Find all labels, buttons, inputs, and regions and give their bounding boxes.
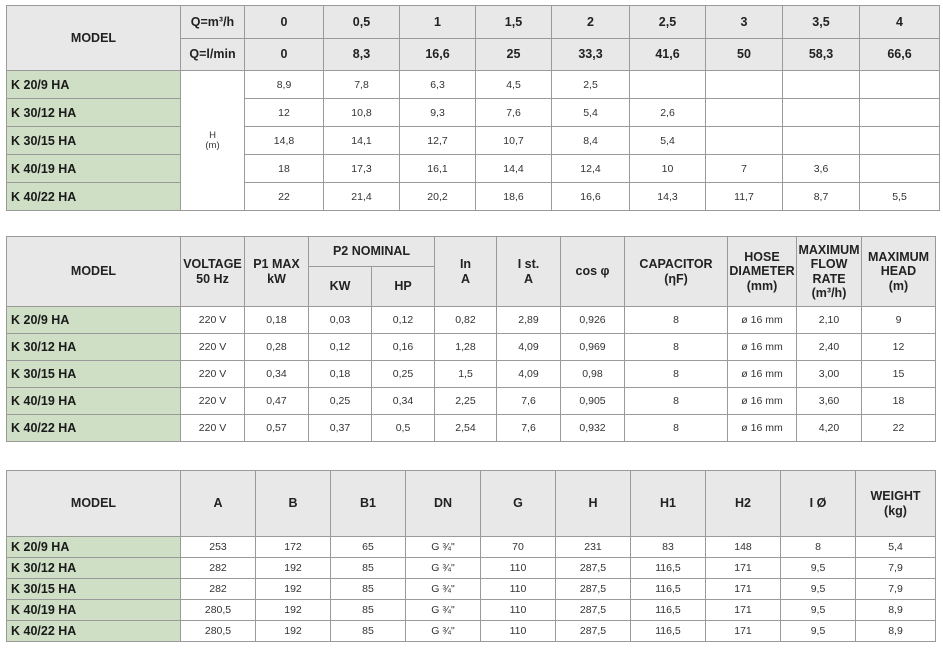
dim-a-header: A bbox=[181, 471, 256, 537]
model-cell: K 40/19 HA bbox=[7, 600, 181, 621]
spec-value-cell: ø 16 mm bbox=[728, 415, 797, 442]
spec-value-cell: ø 16 mm bbox=[728, 334, 797, 361]
spec-value-cell: 7,6 bbox=[497, 388, 561, 415]
head-value-cell: 11,7 bbox=[706, 183, 783, 211]
spec-value-cell: 4,09 bbox=[497, 361, 561, 388]
dimension-value-cell: 83 bbox=[631, 537, 706, 558]
capacitor-header: CAPACITOR (ηF) bbox=[625, 237, 728, 307]
head-value-cell: 8,9 bbox=[245, 71, 324, 99]
table-row bbox=[7, 579, 936, 600]
p2-nominal-header: P2 NOMINAL bbox=[309, 237, 435, 267]
head-value-cell: 14,1 bbox=[324, 127, 400, 155]
head-value-cell: 16,6 bbox=[552, 183, 630, 211]
model-cell: K 20/9 HA bbox=[7, 307, 181, 334]
dimension-value-cell: 9,5 bbox=[781, 621, 856, 642]
dimension-value-cell: 116,5 bbox=[631, 558, 706, 579]
spec-value-cell: 0,57 bbox=[245, 415, 309, 442]
model-cell: K 40/22 HA bbox=[7, 183, 181, 211]
head-value-cell: 10,8 bbox=[324, 99, 400, 127]
spec-value-cell: 0,18 bbox=[309, 361, 372, 388]
dim-h1-header: H1 bbox=[631, 471, 706, 537]
in-header: In A bbox=[435, 237, 497, 307]
dim-h2-header: H2 bbox=[706, 471, 781, 537]
spec-value-cell: 0,28 bbox=[245, 334, 309, 361]
spec-value-cell: 220 V bbox=[181, 334, 245, 361]
head-value-cell bbox=[706, 99, 783, 127]
head-value-cell: 10,7 bbox=[476, 127, 552, 155]
p1-max-header: P1 MAX kW bbox=[245, 237, 309, 307]
table-row bbox=[7, 307, 936, 334]
dimension-value-cell: 110 bbox=[481, 579, 556, 600]
head-value-cell: 7 bbox=[706, 155, 783, 183]
spec-value-cell: 2,40 bbox=[797, 334, 862, 361]
dimension-value-cell: 7,9 bbox=[856, 579, 936, 600]
spec-value-cell: 9 bbox=[862, 307, 936, 334]
max-flow-header: MAXIMUM FLOW RATE (m³/h) bbox=[797, 237, 862, 307]
head-value-cell: 5,5 bbox=[860, 183, 940, 211]
spec-value-cell: 2,54 bbox=[435, 415, 497, 442]
spec-value-cell: ø 16 mm bbox=[728, 361, 797, 388]
performance-table bbox=[6, 5, 940, 211]
spec-value-cell: 0,25 bbox=[309, 388, 372, 415]
head-value-cell bbox=[706, 127, 783, 155]
model-cell: K 30/12 HA bbox=[7, 334, 181, 361]
spec-value-cell: 0,37 bbox=[309, 415, 372, 442]
head-value-cell: 18,6 bbox=[476, 183, 552, 211]
dimension-value-cell: 171 bbox=[706, 621, 781, 642]
dimension-value-cell: G ¾" bbox=[406, 558, 481, 579]
dimension-value-cell: 287,5 bbox=[556, 621, 631, 642]
model-cell: K 30/12 HA bbox=[7, 99, 181, 127]
max-head-header: MAXIMUM HEAD (m) bbox=[862, 237, 936, 307]
table-row bbox=[7, 155, 940, 183]
model-cell: K 20/9 HA bbox=[7, 71, 181, 99]
head-unit-label bbox=[181, 71, 245, 211]
model-cell: K 30/12 HA bbox=[7, 558, 181, 579]
spec-value-cell: 0,03 bbox=[309, 307, 372, 334]
spec-value-cell: 15 bbox=[862, 361, 936, 388]
model-header: MODEL bbox=[7, 471, 181, 537]
head-value-cell bbox=[860, 71, 940, 99]
dim-h-header: H bbox=[556, 471, 631, 537]
model-cell: K 30/15 HA bbox=[7, 127, 181, 155]
spec-value-cell: 0,12 bbox=[309, 334, 372, 361]
head-value-cell: 3,6 bbox=[783, 155, 860, 183]
head-value-cell: 7,6 bbox=[476, 99, 552, 127]
dimension-value-cell: G ¾" bbox=[406, 579, 481, 600]
q-m3h-cell: 0,5 bbox=[324, 6, 400, 39]
head-value-cell: 16,1 bbox=[400, 155, 476, 183]
head-value-cell bbox=[860, 155, 940, 183]
dimension-value-cell: 192 bbox=[256, 558, 331, 579]
table-row bbox=[7, 621, 936, 642]
q-lmin-cell: 33,3 bbox=[552, 39, 630, 71]
head-value-cell bbox=[860, 127, 940, 155]
voltage-header: VOLTAGE 50 Hz bbox=[181, 237, 245, 307]
q-lmin-cell: 41,6 bbox=[630, 39, 706, 71]
q-m3h-cell: 1,5 bbox=[476, 6, 552, 39]
q-lmin-cell: 25 bbox=[476, 39, 552, 71]
dimension-value-cell: 8,9 bbox=[856, 600, 936, 621]
spec-value-cell: 18 bbox=[862, 388, 936, 415]
model-cell: K 40/19 HA bbox=[7, 155, 181, 183]
dimension-value-cell: 85 bbox=[331, 621, 406, 642]
dimension-value-cell: 231 bbox=[556, 537, 631, 558]
dimension-value-cell: 85 bbox=[331, 558, 406, 579]
spec-value-cell: 1,5 bbox=[435, 361, 497, 388]
spec-value-cell: 0,34 bbox=[372, 388, 435, 415]
q-m3h-cell: 1 bbox=[400, 6, 476, 39]
dimension-value-cell: 287,5 bbox=[556, 558, 631, 579]
spec-value-cell: 0,905 bbox=[561, 388, 625, 415]
spec-value-cell: 12 bbox=[862, 334, 936, 361]
dim-i-header: I Ø bbox=[781, 471, 856, 537]
dimension-value-cell: 7,9 bbox=[856, 558, 936, 579]
dimension-value-cell: 5,4 bbox=[856, 537, 936, 558]
head-value-cell: 12,7 bbox=[400, 127, 476, 155]
head-value-cell: 12,4 bbox=[552, 155, 630, 183]
head-value-cell: 14,3 bbox=[630, 183, 706, 211]
spec-value-cell: 0,18 bbox=[245, 307, 309, 334]
dimension-value-cell: 280,5 bbox=[181, 621, 256, 642]
dimension-value-cell: 116,5 bbox=[631, 600, 706, 621]
spec-value-cell: 8 bbox=[625, 307, 728, 334]
spec-value-cell: 2,25 bbox=[435, 388, 497, 415]
spec-value-cell: 0,5 bbox=[372, 415, 435, 442]
head-value-cell: 20,2 bbox=[400, 183, 476, 211]
head-value-cell: 8,7 bbox=[783, 183, 860, 211]
q-m3h-label: Q=m³/h bbox=[181, 6, 245, 39]
spec-value-cell: 0,969 bbox=[561, 334, 625, 361]
dimension-value-cell: 110 bbox=[481, 600, 556, 621]
spec-value-cell: 0,25 bbox=[372, 361, 435, 388]
q-lmin-cell: 66,6 bbox=[860, 39, 940, 71]
spec-value-cell: 8 bbox=[625, 334, 728, 361]
q-lmin-cell: 16,6 bbox=[400, 39, 476, 71]
dimension-value-cell: 171 bbox=[706, 579, 781, 600]
table-row bbox=[7, 183, 940, 211]
table-row bbox=[7, 361, 936, 388]
dimension-value-cell: 85 bbox=[331, 600, 406, 621]
dimension-value-cell: 116,5 bbox=[631, 621, 706, 642]
dimension-value-cell: 9,5 bbox=[781, 600, 856, 621]
dimension-value-cell: G ¾" bbox=[406, 537, 481, 558]
head-value-cell: 4,5 bbox=[476, 71, 552, 99]
spec-value-cell: 2,10 bbox=[797, 307, 862, 334]
head-value-cell: 9,3 bbox=[400, 99, 476, 127]
head-value-cell bbox=[860, 99, 940, 127]
model-cell: K 40/22 HA bbox=[7, 621, 181, 642]
q-lmin-cell: 50 bbox=[706, 39, 783, 71]
ist-header: I st. A bbox=[497, 237, 561, 307]
head-value-cell: 2,5 bbox=[552, 71, 630, 99]
table-row bbox=[7, 600, 936, 621]
spec-value-cell: 220 V bbox=[181, 415, 245, 442]
spec-value-cell: 7,6 bbox=[497, 415, 561, 442]
spec-value-cell: 220 V bbox=[181, 307, 245, 334]
head-value-cell bbox=[706, 71, 783, 99]
head-value-cell: 14,8 bbox=[245, 127, 324, 155]
spec-value-cell: 0,98 bbox=[561, 361, 625, 388]
dimension-value-cell: 116,5 bbox=[631, 579, 706, 600]
dim-b-header: B bbox=[256, 471, 331, 537]
dimension-value-cell: 282 bbox=[181, 558, 256, 579]
head-value-cell: 22 bbox=[245, 183, 324, 211]
dimension-value-cell: 148 bbox=[706, 537, 781, 558]
weight-header: WEIGHT (kg) bbox=[856, 471, 936, 537]
spec-value-cell: 0,932 bbox=[561, 415, 625, 442]
spec-value-cell: 0,926 bbox=[561, 307, 625, 334]
table-row bbox=[7, 415, 936, 442]
dimension-value-cell: 110 bbox=[481, 621, 556, 642]
head-value-cell: 5,4 bbox=[552, 99, 630, 127]
dimension-value-cell: 287,5 bbox=[556, 579, 631, 600]
table-row bbox=[7, 71, 940, 99]
spec-value-cell: 8 bbox=[625, 415, 728, 442]
dimension-value-cell: 171 bbox=[706, 558, 781, 579]
head-value-cell bbox=[783, 99, 860, 127]
q-lmin-cell: 58,3 bbox=[783, 39, 860, 71]
model-cell: K 40/19 HA bbox=[7, 388, 181, 415]
dimension-value-cell: 192 bbox=[256, 621, 331, 642]
spec-value-cell: ø 16 mm bbox=[728, 388, 797, 415]
dimension-value-cell: G ¾" bbox=[406, 621, 481, 642]
head-value-cell: 8,4 bbox=[552, 127, 630, 155]
q-lmin-cell: 0 bbox=[245, 39, 324, 71]
p2-kw-header: KW bbox=[309, 267, 372, 307]
dimension-value-cell: 8,9 bbox=[856, 621, 936, 642]
head-unit: (m) bbox=[205, 139, 220, 151]
dim-b1-header: B1 bbox=[331, 471, 406, 537]
table-row bbox=[7, 99, 940, 127]
dimension-value-cell: G ¾" bbox=[406, 600, 481, 621]
q-lmin-label: Q=l/min bbox=[181, 39, 245, 71]
dimension-value-cell: 192 bbox=[256, 600, 331, 621]
dimension-value-cell: 9,5 bbox=[781, 558, 856, 579]
q-m3h-cell: 3,5 bbox=[783, 6, 860, 39]
dim-dn-header: DN bbox=[406, 471, 481, 537]
dimension-value-cell: 253 bbox=[181, 537, 256, 558]
spec-value-cell: 8 bbox=[625, 388, 728, 415]
q-m3h-cell: 2,5 bbox=[630, 6, 706, 39]
dimension-value-cell: 171 bbox=[706, 600, 781, 621]
spec-value-cell: 0,34 bbox=[245, 361, 309, 388]
head-value-cell: 17,3 bbox=[324, 155, 400, 183]
dimension-value-cell: 65 bbox=[331, 537, 406, 558]
head-value-cell: 21,4 bbox=[324, 183, 400, 211]
dim-g-header: G bbox=[481, 471, 556, 537]
spec-value-cell: 22 bbox=[862, 415, 936, 442]
spec-value-cell: 0,47 bbox=[245, 388, 309, 415]
spec-value-cell: 4,09 bbox=[497, 334, 561, 361]
head-value-cell: 2,6 bbox=[630, 99, 706, 127]
q-lmin-cell: 8,3 bbox=[324, 39, 400, 71]
dimensions-table bbox=[6, 470, 936, 642]
dimension-value-cell: 172 bbox=[256, 537, 331, 558]
dimension-value-cell: 280,5 bbox=[181, 600, 256, 621]
dimension-value-cell: 9,5 bbox=[781, 579, 856, 600]
head-value-cell: 18 bbox=[245, 155, 324, 183]
dimension-value-cell: 85 bbox=[331, 579, 406, 600]
hose-diameter-header: HOSE DIAMETER (mm) bbox=[728, 237, 797, 307]
dimension-value-cell: 8 bbox=[781, 537, 856, 558]
head-value-cell bbox=[783, 71, 860, 99]
table-row bbox=[7, 127, 940, 155]
spec-value-cell: 4,20 bbox=[797, 415, 862, 442]
spec-value-cell: 1,28 bbox=[435, 334, 497, 361]
table-row bbox=[7, 558, 936, 579]
dimension-value-cell: 70 bbox=[481, 537, 556, 558]
head-value-cell bbox=[783, 127, 860, 155]
spec-value-cell: 0,82 bbox=[435, 307, 497, 334]
spec-value-cell: 3,00 bbox=[797, 361, 862, 388]
p2-hp-header: HP bbox=[372, 267, 435, 307]
table-row bbox=[7, 388, 936, 415]
model-header: MODEL bbox=[7, 6, 181, 71]
dimension-value-cell: 192 bbox=[256, 579, 331, 600]
dimension-value-cell: 110 bbox=[481, 558, 556, 579]
head-value-cell: 12 bbox=[245, 99, 324, 127]
q-m3h-cell: 3 bbox=[706, 6, 783, 39]
model-cell: K 30/15 HA bbox=[7, 579, 181, 600]
model-cell: K 40/22 HA bbox=[7, 415, 181, 442]
model-cell: K 20/9 HA bbox=[7, 537, 181, 558]
q-m3h-cell: 2 bbox=[552, 6, 630, 39]
spec-value-cell: 220 V bbox=[181, 361, 245, 388]
model-cell: K 30/15 HA bbox=[7, 361, 181, 388]
q-m3h-cell: 4 bbox=[860, 6, 940, 39]
head-label: H bbox=[209, 129, 216, 141]
cos-phi-header: cos φ bbox=[561, 237, 625, 307]
dimension-value-cell: 287,5 bbox=[556, 600, 631, 621]
spec-value-cell: 0,12 bbox=[372, 307, 435, 334]
table-row bbox=[7, 537, 936, 558]
spec-value-cell: 8 bbox=[625, 361, 728, 388]
model-header: MODEL bbox=[7, 237, 181, 307]
electrical-table bbox=[6, 236, 936, 442]
head-value-cell: 5,4 bbox=[630, 127, 706, 155]
head-value-cell: 6,3 bbox=[400, 71, 476, 99]
spec-value-cell: 0,16 bbox=[372, 334, 435, 361]
table-row bbox=[7, 334, 936, 361]
q-m3h-cell: 0 bbox=[245, 6, 324, 39]
spec-value-cell: ø 16 mm bbox=[728, 307, 797, 334]
head-value-cell: 14,4 bbox=[476, 155, 552, 183]
head-value-cell bbox=[630, 71, 706, 99]
spec-value-cell: 220 V bbox=[181, 388, 245, 415]
spec-value-cell: 3,60 bbox=[797, 388, 862, 415]
dimension-value-cell: 282 bbox=[181, 579, 256, 600]
spec-value-cell: 2,89 bbox=[497, 307, 561, 334]
head-value-cell: 7,8 bbox=[324, 71, 400, 99]
head-value-cell: 10 bbox=[630, 155, 706, 183]
